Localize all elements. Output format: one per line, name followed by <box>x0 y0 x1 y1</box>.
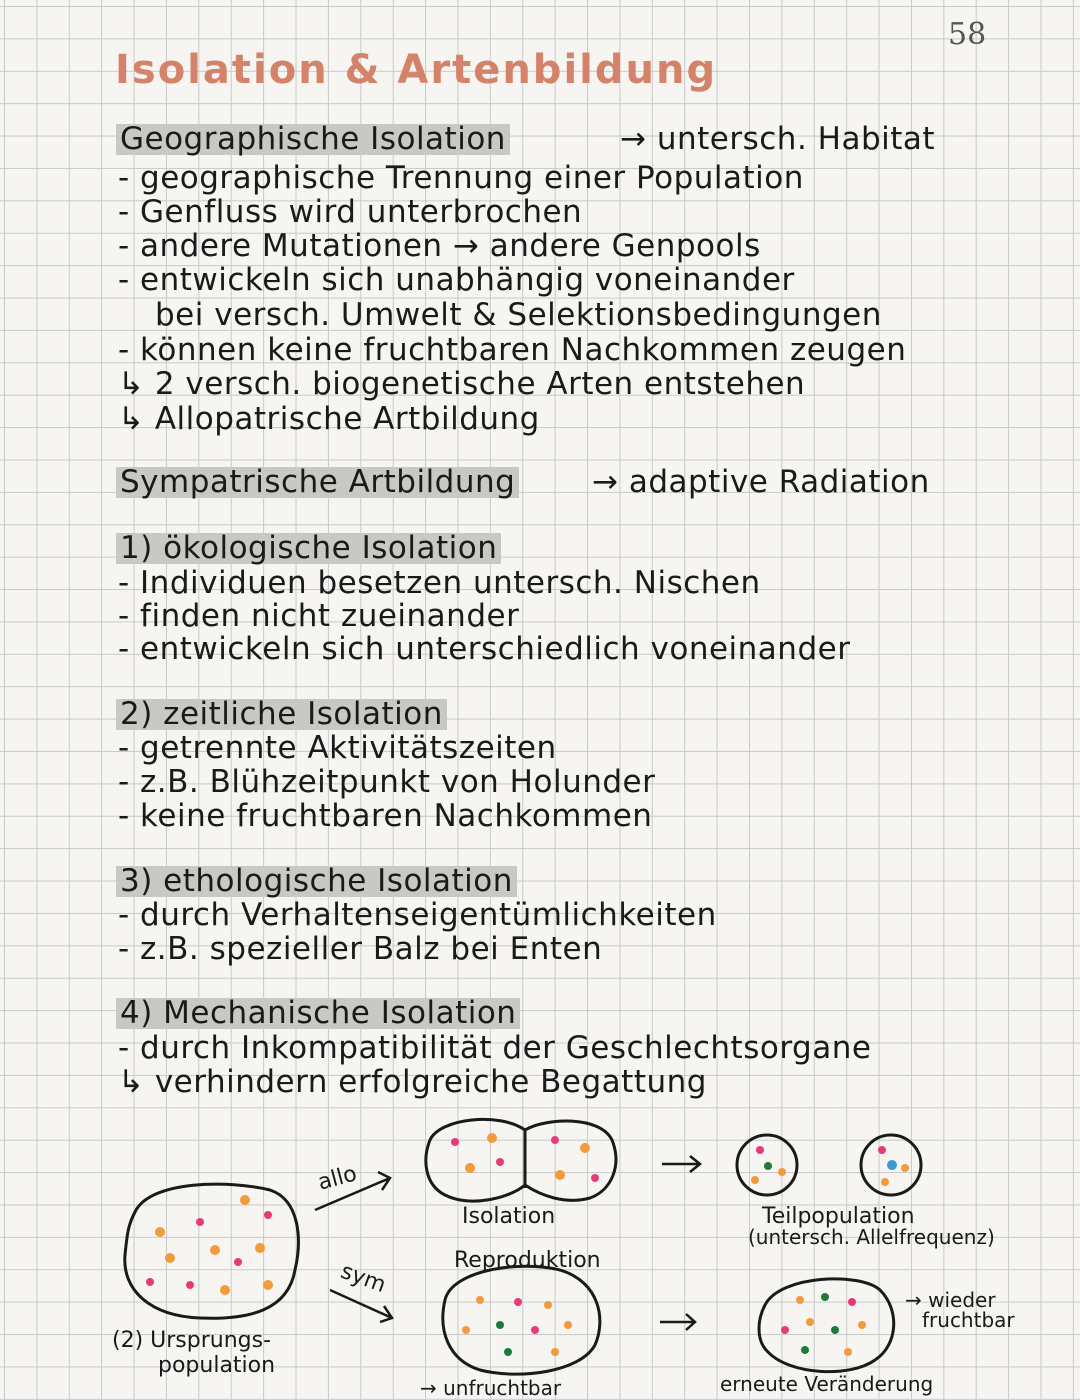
geo-line: ↳ Allopatrische Artbildung <box>118 401 540 437</box>
geo-line: - entwickeln sich unabhängig voneinander <box>118 262 795 298</box>
sym-heading: Sympatrische Artbildung <box>116 467 519 498</box>
allele-dot <box>844 1348 852 1356</box>
allele-dot <box>263 1280 273 1290</box>
allele-dot <box>544 1301 552 1309</box>
allele-dot <box>196 1218 204 1226</box>
section-line: ↳ verhindern erfolgreiche Begattung <box>118 1064 707 1100</box>
allele-dot <box>186 1281 194 1289</box>
section-line: - Individuen besetzen untersch. Nischen <box>118 565 761 601</box>
geo-line: - können keine fruchtbaren Nachkommen zeugen <box>118 332 907 368</box>
section-heading: 3) ethologische Isolation <box>116 866 517 897</box>
allele-dot <box>234 1258 242 1266</box>
origin-dots <box>146 1195 273 1295</box>
allele-dot <box>555 1170 565 1180</box>
allele-dot <box>806 1318 814 1326</box>
teilpopulation-label: Teilpopulation <box>762 1204 915 1229</box>
allele-dot <box>551 1136 559 1144</box>
allele-dot <box>155 1227 165 1237</box>
section-line: - durch Verhaltenseigentümlichkeiten <box>118 897 717 933</box>
section-heading: 2) zeitliche Isolation <box>116 699 447 730</box>
allele-dot <box>881 1178 889 1186</box>
allelfrequenz-label: (untersch. Allelfrequenz) <box>748 1225 995 1249</box>
page-title: Isolation & Artenbildung <box>115 47 718 93</box>
subpopulation-dots <box>751 1146 909 1186</box>
unfruchtbar-label: → unfruchtbar <box>420 1376 562 1400</box>
section-line: - z.B. Blühzeitpunkt von Holunder <box>118 764 656 800</box>
section-line: - keine fruchtbaren Nachkommen <box>118 798 653 834</box>
allele-dot <box>778 1168 786 1176</box>
allele-dot <box>496 1158 504 1166</box>
sym-result-dots <box>781 1293 866 1356</box>
erneute-label: erneute Veränderung <box>720 1372 934 1396</box>
geo-line: - geographische Trennung einer Population <box>118 160 804 196</box>
geo-line: - Genfluss wird unterbrochen <box>118 194 583 230</box>
allele-dot <box>848 1298 856 1306</box>
allele-dot <box>476 1296 484 1304</box>
allele-dot <box>210 1245 220 1255</box>
section-line: - durch Inkompatibilität der Geschlechtsorgane <box>118 1030 872 1066</box>
allele-dot <box>465 1163 475 1173</box>
allele-dot <box>255 1243 265 1253</box>
allele-dot <box>764 1162 772 1170</box>
allele-dot <box>514 1298 522 1306</box>
allele-dot <box>831 1326 839 1334</box>
fruchtbar-label: fruchtbar <box>922 1308 1015 1332</box>
sym-label: sym <box>337 1258 389 1299</box>
allele-dot <box>801 1346 809 1354</box>
allele-dot <box>264 1211 272 1219</box>
page-number: 58 <box>948 17 987 52</box>
allele-dot <box>756 1146 764 1154</box>
section-line: - finden nicht zueinander <box>118 598 520 634</box>
allele-dot <box>165 1253 175 1263</box>
section-heading: 1) ökologische Isolation <box>116 533 501 564</box>
allele-dot <box>496 1321 504 1329</box>
wieder-label: → wieder <box>905 1288 996 1312</box>
geo-heading: Geographische Isolation <box>116 124 510 155</box>
allele-dot <box>487 1133 497 1143</box>
sym-arrow <box>330 1290 392 1322</box>
sym-arrow-note: → adaptive Radiation <box>592 464 930 500</box>
section-line: - getrennte Aktivitätszeiten <box>118 730 557 766</box>
allele-dot <box>781 1326 789 1334</box>
allele-dot <box>504 1348 512 1356</box>
allele-dot <box>146 1278 154 1286</box>
sym-result-outline <box>759 1279 894 1372</box>
allele-dot <box>901 1164 909 1172</box>
allele-dot <box>751 1176 759 1184</box>
allele-dot <box>591 1174 599 1182</box>
sym-dots <box>462 1296 572 1356</box>
section-line: - entwickeln sich unterschiedlich voneinander <box>118 631 851 667</box>
allele-dot <box>462 1326 470 1334</box>
section-heading: 4) Mechanische Isolation <box>116 998 520 1029</box>
sym-next-arrow <box>660 1314 695 1330</box>
geo-line: ↳ 2 versch. biogenetische Arten entstehen <box>118 366 806 402</box>
allele-dot <box>858 1321 866 1329</box>
geo-arrow-note: → untersch. Habitat <box>620 121 936 157</box>
allele-dot <box>220 1285 230 1295</box>
ursprungs-label: (2) Ursprungs- <box>112 1328 272 1353</box>
allele-dot <box>551 1348 559 1356</box>
section-line: - z.B. spezieller Balz bei Enten <box>118 931 603 967</box>
reproduktion-label: Reproduktion <box>454 1248 601 1273</box>
allele-dot <box>878 1146 886 1154</box>
allele-dot <box>451 1138 459 1146</box>
allele-dot <box>580 1143 590 1153</box>
allele-dot <box>796 1296 804 1304</box>
isolation-label: Isolation <box>462 1204 556 1229</box>
allo-split-outline <box>426 1119 616 1201</box>
geo-line: bei versch. Umwelt & Selektionsbedingungen <box>155 297 882 333</box>
population-label: population <box>158 1353 276 1378</box>
allo-label: allo <box>315 1161 360 1196</box>
allele-dot <box>564 1321 572 1329</box>
allo-next-arrow <box>662 1156 700 1172</box>
sym-population-outline <box>443 1266 600 1374</box>
allele-dot <box>531 1326 539 1334</box>
allele-dot <box>240 1195 250 1205</box>
allele-dot <box>887 1160 897 1170</box>
allele-dot <box>821 1293 829 1301</box>
geo-line: - andere Mutationen → andere Genpools <box>118 228 761 264</box>
